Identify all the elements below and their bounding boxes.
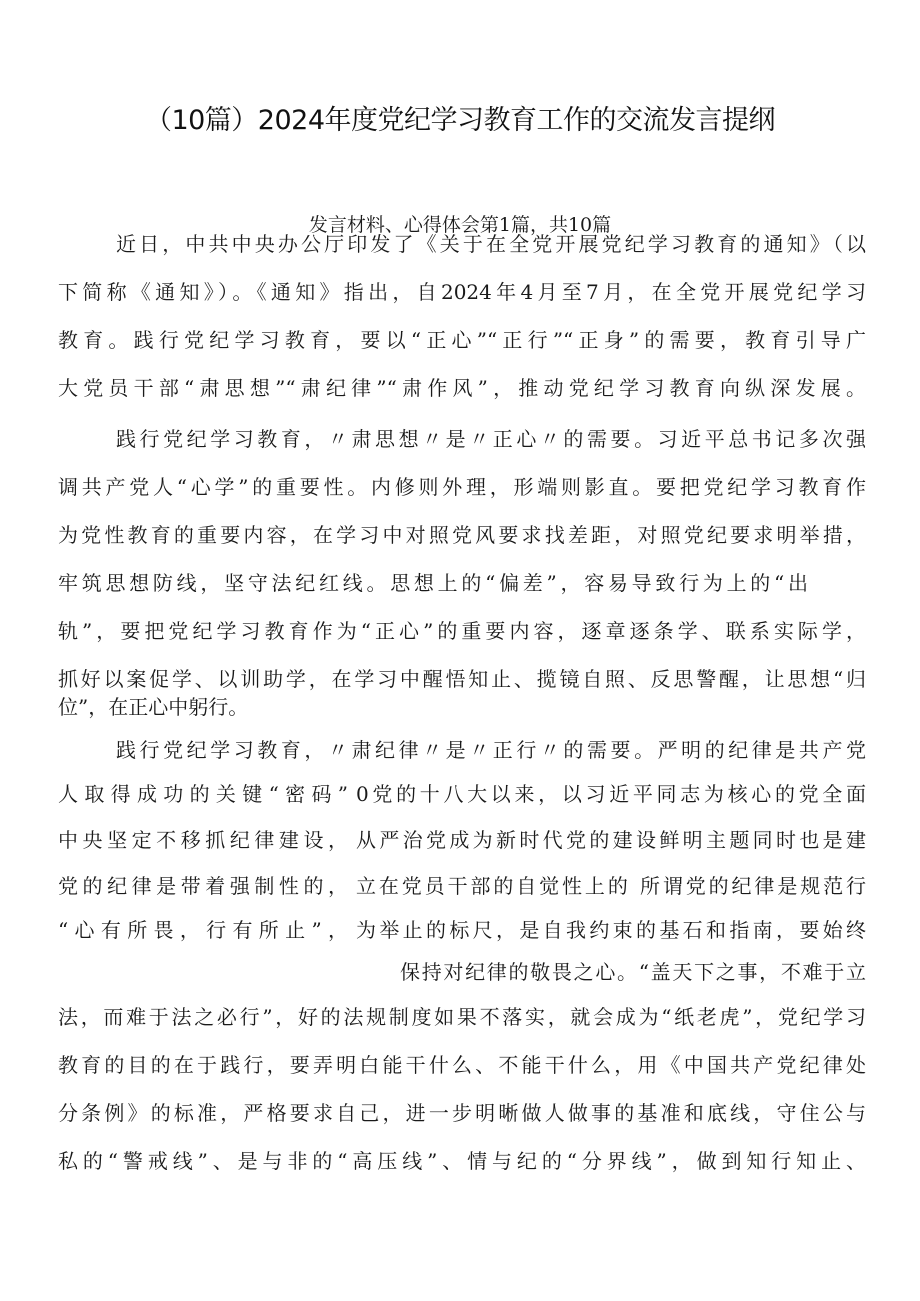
paragraph-line: 抓好以案促学、以训助学，在学习中醒悟知止、揽镜自照、反思警醒，让思想“归 [58,667,866,691]
paragraph-line: 牢筑思想防线，坚守法纪红线。思想上的“偏差”，容易导致行为上的“出 [58,571,808,595]
paragraph-line: 法，而难于法之必行”，好的法规制度如果不落实，就会成为“纸老虎”，党纪学习 [58,1005,866,1029]
paragraph-line: 私的“警戒线”、是与非的“高压线”、情与纪的“分界线”，做到知行知止、 [58,1149,866,1173]
paragraph-line: 近日，中共中央办公厅印发了《关于在全党开展党纪学习教育的通知》（以 [116,232,866,256]
paragraph-line: 保持对纪律的敬畏之心。“盖天下之事，不难于立 [400,960,866,984]
document-title: （10篇）2024年度党纪学习教育工作的交流发言提纲 [144,105,776,136]
paragraph-line: “心有所畏，行有所止”， [58,918,348,942]
paragraph-line: 为党性教育的重要内容，在学习中对照党风要求找差距，对照党纪要求明举措， [58,523,866,547]
paragraph-line: 立在党员干部的自觉性上的 所谓党的纪律是规范行 [356,874,866,898]
paragraph-line: 位”，在正心中躬行。 [58,695,249,719]
paragraph-line: 下简称《通知》）。《通知》指出，自2024年4月至7月，在全党开展党纪学习 [58,280,866,304]
paragraph-line: 调共产党人“心学”的重要性。内修则外理，形端则影直。要把党纪学习教育作 [58,475,866,499]
paragraph-line: 人取得成功的关键“密码” [58,782,348,806]
paragraph-line: 分条例》的标准，严格要求自己，进一步明晰做人做事的基准和底线，守住公与 [58,1101,866,1125]
paragraph-line: 从严治党成为新时代党的建设鲜明主题同时也是建 [356,828,866,852]
paragraph-line: 中央坚定不移抓纪律建设， [58,828,348,852]
paragraph-line: 教育。践行党纪学习教育，要以“正心”“正行”“正身”的需要，教育引导广 [58,328,866,352]
paragraph-line: 大党员干部“肃思想”“肃纪律”“肃作风”，推动党纪学习教育向纵深发展。 [58,376,866,400]
paragraph-line: 党的纪律是带着强制性的， [58,874,348,898]
document-subtitle: 发言材料、心得体会第1篇，共10篇 [308,214,612,236]
paragraph-line: 教育的目的在于践行，要弄明白能干什么、不能干什么，用《中国共产党纪律处 [58,1053,866,1077]
paragraph-line: 为举止的标尺，是自我约束的基石和指南，要始终 [356,918,866,942]
paragraph-line: 践行党纪学习教育，〃肃思想〃是〃正心〃的需要。习近平总书记多次强 [116,427,866,451]
paragraph-line: 践行党纪学习教育，〃肃纪律〃是〃正行〃的需要。严明的纪律是共产党 [116,738,866,762]
paragraph-line: 0党的十八大以来，以习近平同志为核心的党全面 [356,782,866,806]
paragraph-line: 轨”，要把党纪学习教育作为“正心”的重要内容，逐章逐条学、联系实际学， [58,619,866,643]
